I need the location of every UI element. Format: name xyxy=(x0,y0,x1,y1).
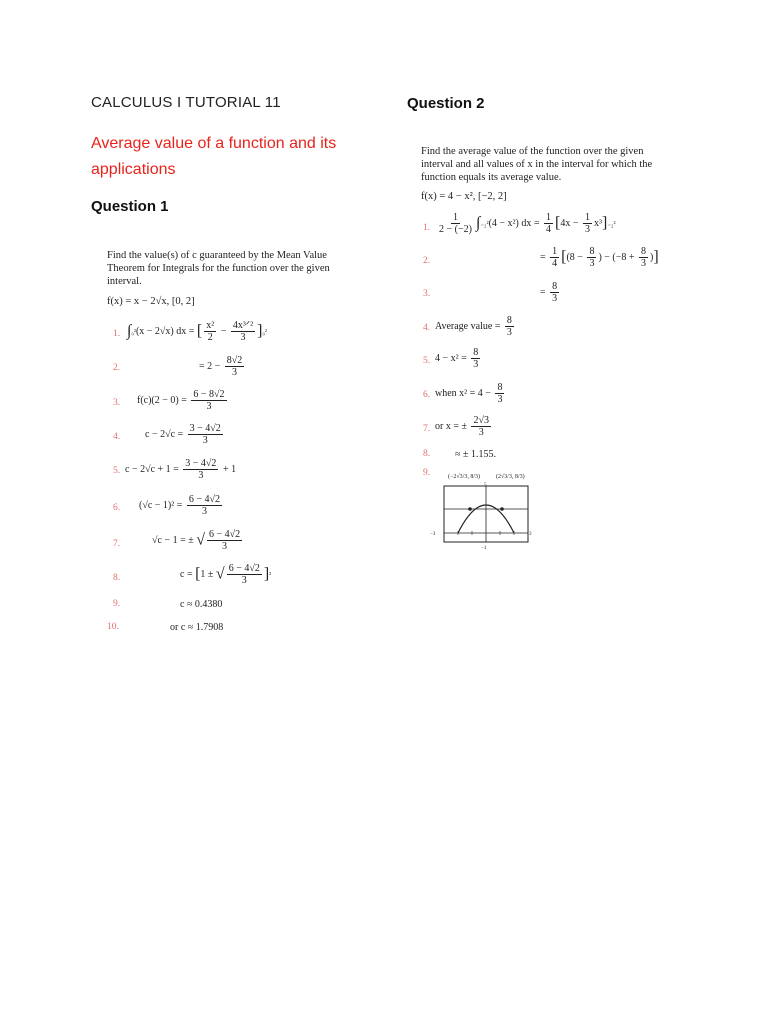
q2-step-5-number: 5. xyxy=(423,356,431,366)
q1-step-3-text: f(c)(2 − 0) = xyxy=(137,394,187,406)
q2-step-4-text: Average value = xyxy=(435,320,501,332)
q2-step-4-number: 4. xyxy=(423,323,431,333)
q1-step-5-text: c − 2√c + 1 = xyxy=(125,463,179,475)
q1-step-3-expression: f(c)(2 − 0) = $\frac{6 - 8√2}{3}$ xyxy=(137,389,225,412)
q1-step-8-text: c = xyxy=(180,568,193,580)
q1-step-6-text: (√c − 1)² = xyxy=(139,499,183,511)
q1-step-7-expression: √c − 1 = ± √ $\frac{6 - 4√2}{3}$ xyxy=(152,529,241,552)
q1-step-9-number: 9. xyxy=(113,599,121,609)
q2-step-7-number: 7. xyxy=(423,424,431,434)
graph-x-max-label: 3 xyxy=(529,532,532,537)
q1-step-1-expression: ∫₀²(x − 2√x) dx = [ $\frac{\text{x²}}{2}$ − $\frac{\text{4x³ᐟ²}}{3}$ ]₀² xyxy=(127,320,267,343)
q1-step-2-number: 2. xyxy=(113,363,121,373)
graph-point-right-label: (2√3/3, 8/3) xyxy=(496,474,525,480)
q2-step-7-expression: or x = ± $\frac{2√3}{3}$ xyxy=(435,415,489,438)
q2-step-9-number: 9. xyxy=(423,468,431,478)
q1-step-5-number: 5. xyxy=(113,466,121,476)
q1-step-3-number: 3. xyxy=(113,398,121,408)
intersection-right xyxy=(500,507,504,511)
document-subtitle: Average value of a function and its applications xyxy=(91,135,337,178)
question2-prompt: Find the average value of the function over the given interval and all values of x in the interval for which the function equals its average value. xyxy=(421,146,653,183)
q1-step-2-expression: = 2 − $\frac{8√2}{3}$ xyxy=(199,355,243,378)
q1-step-4-number: 4. xyxy=(113,432,121,442)
q1-step-5-expression: c − 2√c + 1 = $\frac{3 - 4√2}{3}$ + 1 xyxy=(125,458,237,481)
q1-step-4-text: c − 2√c = xyxy=(145,428,184,440)
q2-step-1-number: 1. xyxy=(423,223,431,233)
q1-step-8-number: 8. xyxy=(113,573,121,583)
q1-step-7-number: 7. xyxy=(113,539,121,549)
q2-step-6-expression: when x² = 4 − $\frac{8}{3}$ xyxy=(435,382,503,405)
parabola-graph xyxy=(428,468,538,558)
question1-heading: Question 1 xyxy=(91,198,169,215)
q2-step-5-expression: 4 − x² = $\frac{8}{3}$ xyxy=(435,347,479,370)
q1-step-7-text: √c − 1 = ± xyxy=(152,534,194,546)
q2-step-6-text: when x² = 4 − xyxy=(435,387,491,399)
q1-step-6-number: 6. xyxy=(113,503,121,513)
q1-step-2-text: = 2 − xyxy=(199,360,221,372)
q1-step-9-text: c ≈ 0.4380 xyxy=(180,599,223,610)
q2-step-5-text: 4 − x² = xyxy=(435,352,467,364)
graph-point-left-label: (−2√3/3, 8/3) xyxy=(448,474,481,480)
q2-step-3-expression: = $\frac{8}{3}$ xyxy=(540,281,558,304)
q1-step-4-expression: c − 2√c = $\frac{3 - 4√2}{3}$ xyxy=(145,423,221,446)
graph-y-top-label: 5 xyxy=(484,483,487,488)
q1-step-6-expression: (√c − 1)² = $\frac{6 - 4√2}{3}$ xyxy=(139,494,221,517)
q2-step-4-expression: Average value = $\frac{8}{3}$ xyxy=(435,315,512,338)
question1-prompt: Find the value(s) of c guaranteed by the Mean Value Theorem for Integrals for the function over the given interval. xyxy=(107,250,330,287)
question1-function: f(x) = x − 2√x, [0, 2] xyxy=(107,296,195,307)
q1-step-1-number: 1. xyxy=(113,329,121,339)
graph-y-bottom-label: −1 xyxy=(481,546,487,551)
q2-step-2-expression: = $\frac{1}{4}$ [(8 − $\frac{8}{3}$ ) − (−8 + $\frac{8}{3}$ )] xyxy=(540,246,659,269)
graph-x-min-label: −3 xyxy=(430,532,436,537)
q2-step-6-number: 6. xyxy=(423,390,431,400)
q2-step-3-number: 3. xyxy=(423,289,431,299)
q1-step-8-expression: c = [1 ± √ $\frac{6 - 4√2}{3}$ ]² xyxy=(180,563,272,586)
q2-step-8-text: ≈ ± 1.155. xyxy=(455,449,496,460)
q2-step-7-text: or x = ± xyxy=(435,420,467,432)
q2-step-8-number: 8. xyxy=(423,449,431,459)
question2-heading: Question 2 xyxy=(407,95,485,112)
q1-step-10-text: or c ≈ 1.7908 xyxy=(170,622,224,633)
q2-step-1-expression: $\frac{1}{2 - (-2)}$ ∫₋₂²(4 − x²) dx = $\frac{1}{4}$ [4x − $\frac{1}{3}$ x³]₋₂² xyxy=(439,212,616,235)
q2-step-2-number: 2. xyxy=(423,256,431,266)
q1-step-10-number: 10. xyxy=(107,622,119,632)
document-title: CALCULUS I TUTORIAL 11 xyxy=(91,94,281,111)
intersection-left xyxy=(468,507,472,511)
question2-function: f(x) = 4 − x², [−2, 2] xyxy=(421,191,507,202)
